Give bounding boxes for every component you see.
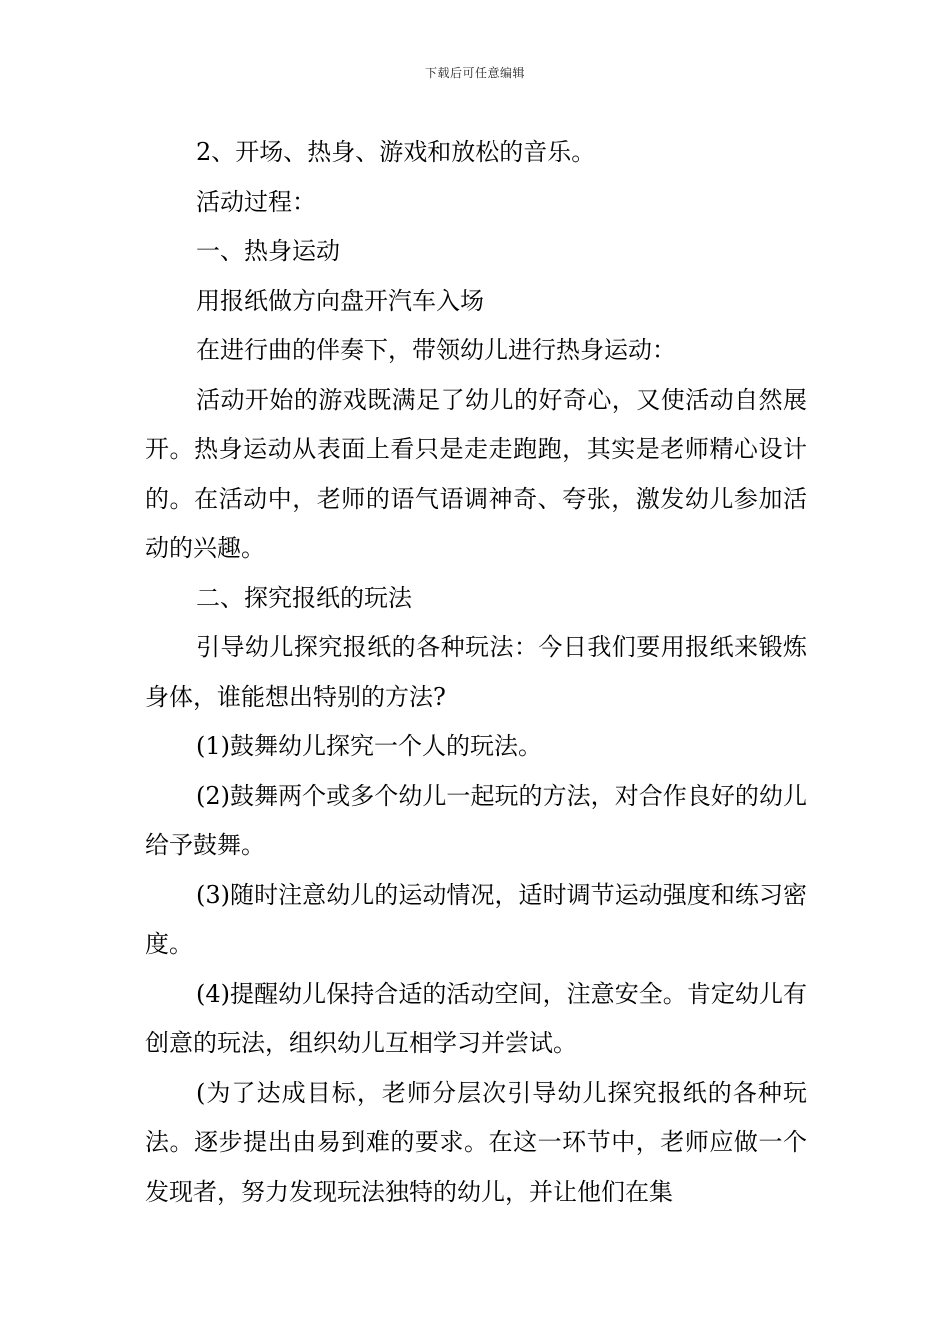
document-body	[145, 128, 807, 1217]
list-item-1: (1)鼓舞幼儿探究一个人的玩法。	[196, 732, 542, 760]
paragraph-warmup-commentary: 活动开始的游戏既满足了幼儿的好奇心，又使活动自然展开。热身运动从表面上看只是走走跑跑，其实是老师精心设计的。在活动中，老师的语气语调神奇、夸张，激发幼儿参加活动的兴趣。	[145, 385, 807, 562]
section-heading-warmup: 一、热身运动	[196, 237, 340, 265]
paragraph-explore-commentary: (为了达成目标，老师分层次引导幼儿探究报纸的各种玩法。逐步提出由易到难的要求。在这一环节中，老师应做一个发现者，努力发现玩法独特的幼儿，并让他们在集	[145, 1078, 807, 1206]
list-item-4: (4)提醒幼儿保持合适的活动空间，注意安全。肯定幼儿有创意的玩法，组织幼儿互相学习并尝试。	[145, 979, 807, 1057]
paragraph-explore-intro: 引导幼儿探究报纸的各种玩法：今日我们要用报纸来锻炼身体，谁能想出特别的方法?	[145, 633, 807, 711]
list-item-3: (3)随时注意幼儿的运动情况，适时调节运动强度和练习密度。	[145, 880, 807, 958]
list-item-2: (2)鼓舞两个或多个幼儿一起玩的方法，对合作良好的幼儿给予鼓舞。	[145, 781, 807, 859]
page-header: 下载后可任意编辑	[424, 66, 525, 80]
paragraph-activity-process: 活动过程：	[196, 187, 316, 216]
paragraph-march: 在进行曲的伴奏下，带领幼儿进行热身运动：	[196, 336, 676, 364]
paragraph-materials-music: 2、开场、热身、游戏和放松的音乐。	[196, 138, 596, 166]
section-heading-explore: 二、探究报纸的玩法	[196, 583, 412, 612]
paragraph-entry: 用报纸做方向盘开汽车入场	[196, 286, 484, 315]
